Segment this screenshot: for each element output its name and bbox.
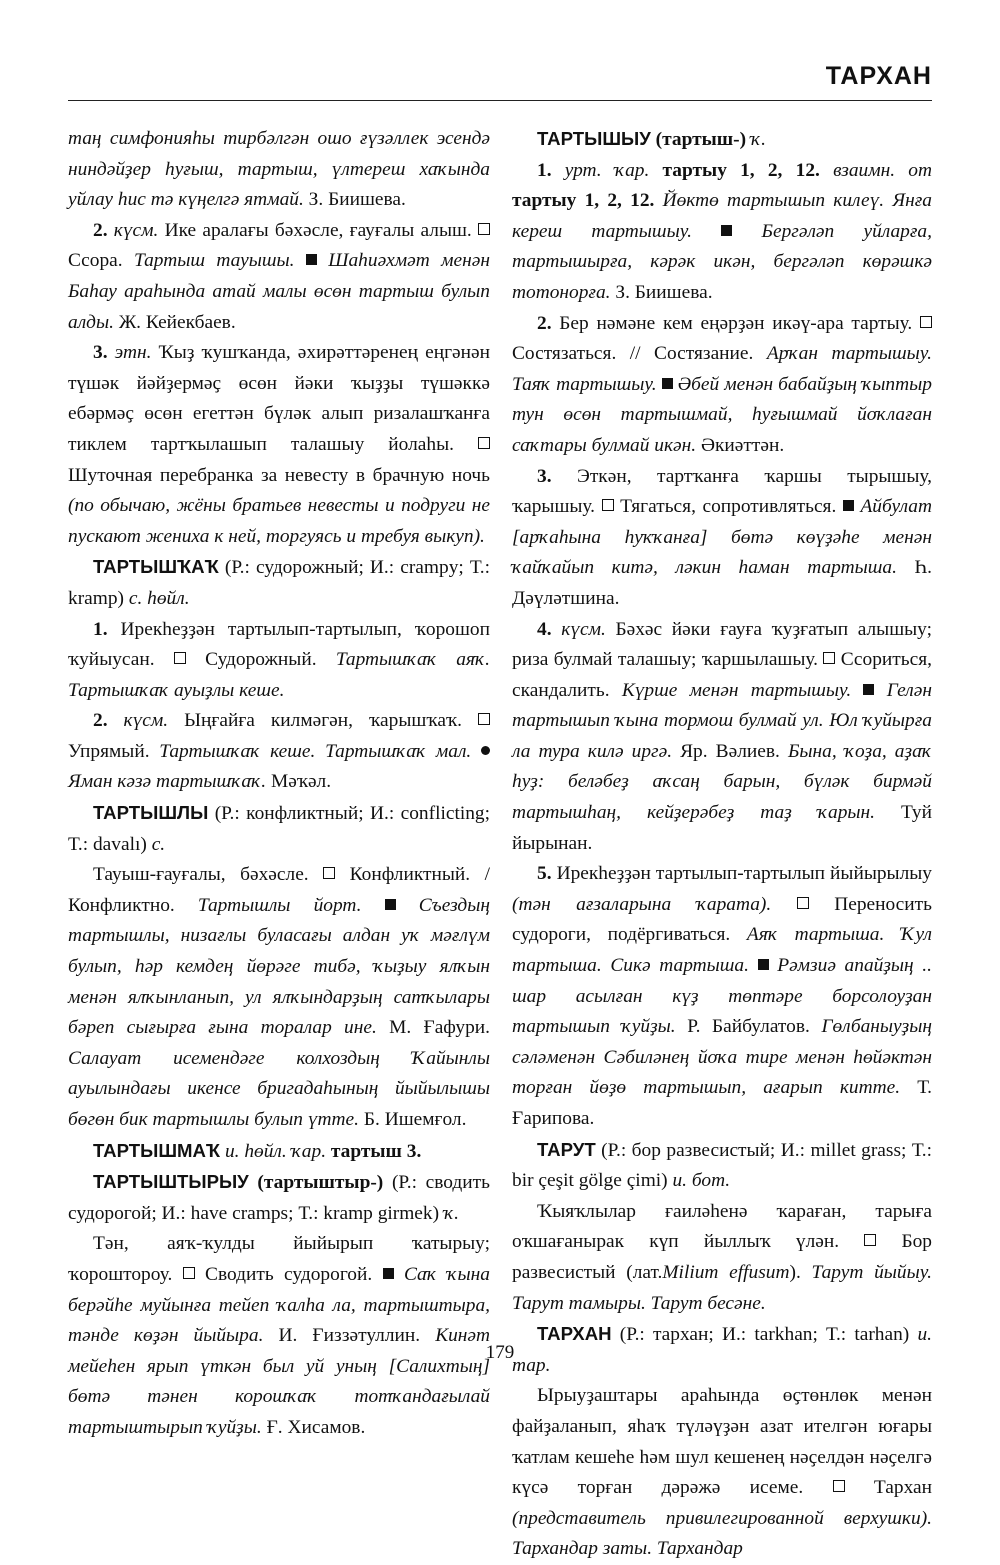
- proverb: Яман кәзә тартышҡаҡ.: [68, 771, 267, 793]
- usage-label: взаимн. от: [833, 159, 932, 181]
- definition: Ырыуҙаштары араһында өҫтөнлөк менән файҙаланып, яһаҡ түләүҙән азат ителгән юғары ҡатлам кешеһе һәм шул кешенең нәҫелдән нәҫелгә күсә торған дәрәжә исеме.: [512, 1385, 932, 1499]
- sense: [68, 615, 490, 707]
- entry: [68, 1167, 490, 1229]
- example: Бына, ҡоҙа, аҙаҡ һуҙ: беләбеҙ аҡсаң барын, бүләк бирмәй тартышһаң, кейҙерәбеҙ таҙ ҡарын.: [512, 740, 932, 824]
- definition: Ҡыяҡлылар ғаиләһенә ҡараған, тарыға оҡшағанырак күп йыллыҡ үлән.: [512, 1200, 932, 1253]
- usage-label: урт. ҡар.: [564, 159, 650, 181]
- part-of-speech: с. һөйл.: [128, 587, 190, 609]
- sense-number: 1.: [93, 618, 108, 640]
- sense: [68, 706, 490, 798]
- quote-marker-icon: [383, 1268, 394, 1279]
- example: Бергәләп уйларға, тартышырға, кәрәк икән, бергәләп көрәшкә тотонорға.: [512, 220, 932, 303]
- sense: [512, 309, 932, 462]
- russian-marker-icon: [920, 316, 932, 328]
- example: Тартышлы йорт.: [197, 894, 362, 916]
- example: Рәмзиә апайҙың .. шар асылған күҙ төптәре борсолоуҙан тартышып ҡуйҙы.: [512, 955, 932, 1038]
- entry: [68, 798, 490, 860]
- source: М. Ғафури.: [389, 1017, 490, 1039]
- russian-marker-icon: [602, 499, 614, 511]
- note: (по обычаю, жёны братьев невесты и подруги не пускают жениха к ней, торгуясь и требуя выкуп).: [68, 495, 490, 547]
- russian-marker-icon: [864, 1234, 876, 1246]
- definition: Эткән, тартҡанға ҡаршы тырышыу, ҡарышыу.: [512, 465, 932, 518]
- example: Тарут йыйыу. Тарут тамыры. Тарут бесәне.: [512, 1261, 932, 1314]
- source: З. Биишева.: [615, 281, 713, 303]
- russian-marker-icon: [833, 1480, 845, 1492]
- example: Гелән тартышып ҡына тормош булмай ул. Юл ҡуйырға ла тура килә иргә.: [512, 679, 932, 762]
- example: Әбей менән бабайҙың ҡыптыр тун өсөн тартышмай, һуғышмай йоҡлаған саҡтары булмай икән.: [512, 373, 932, 456]
- latin-label: (лат.: [626, 1261, 663, 1283]
- entry: [512, 1135, 932, 1197]
- russian-marker-icon: [478, 437, 490, 449]
- sense: [68, 1229, 490, 1443]
- example: Саҡ ҡына берәйһе муйынға тейеп ҡалһа ла, тартыштыра, тәнде көҙән йыйыра.: [68, 1263, 490, 1347]
- latin-close: ).: [789, 1261, 801, 1283]
- russian-equivalent: Шуточная перебранка за невесту в брачную ночь: [68, 464, 490, 486]
- entry: [68, 552, 490, 614]
- definition: Бер нәмәне кем еңәрҙән икәү-ара тартыу.: [559, 312, 913, 334]
- part-of-speech: и. бот.: [672, 1170, 731, 1192]
- example: Йөктө тартышып килеү. Янға кереш тартышыу.: [512, 190, 932, 242]
- quote-marker-icon: [385, 899, 396, 910]
- source: Мәҡәл.: [270, 771, 332, 793]
- note: (тән ағзаларына ҡарата).: [512, 893, 772, 915]
- part-of-speech: ҡ.: [750, 129, 766, 150]
- russian-equivalent: Ссориться, скандалить.: [512, 649, 932, 701]
- source: Туй йырынан.: [512, 802, 932, 854]
- usage-label: күсм.: [123, 710, 169, 732]
- sense: [512, 462, 932, 615]
- russian-equivalent: Ссора.: [68, 250, 123, 272]
- part-of-speech: с.: [151, 833, 166, 855]
- sense-number: 2.: [93, 710, 108, 732]
- russian-equivalent: Бор развесистый: [512, 1231, 932, 1283]
- definition: Ирекһеҙҙән тартылып-тартылып, ҡорошоп ҡуйыусан.: [68, 618, 490, 671]
- quote-marker-icon: [306, 254, 317, 265]
- stem: (тартыш-): [655, 129, 747, 150]
- russian-equivalent: Тархан: [873, 1477, 932, 1499]
- sense: [512, 859, 932, 1134]
- sense-number: 4.: [537, 618, 552, 640]
- quote-marker-icon: [843, 500, 854, 511]
- russian-marker-icon: [174, 652, 186, 664]
- source: Ж. Кейекбаев.: [118, 311, 236, 333]
- definition: Тауыш-ғауғалы, бәхәсле.: [93, 864, 309, 886]
- cross-reference: тартыш 3.: [330, 1140, 422, 1162]
- russian-marker-icon: [478, 713, 490, 725]
- translations: (Р.: сводить судорогой; И.: have cramps; Т.: kramp girmek): [68, 1172, 490, 1224]
- sense-number: 3.: [537, 465, 552, 487]
- example: Салауат исемендәге колхоздың Ҡайынлы ауылындағы икенсе бригадаһының йыйылышы бөгөн бик тартышлы булып үтте.: [68, 1047, 490, 1130]
- note: (представитель привилегированной верхушки).: [512, 1507, 932, 1529]
- part-of-speech: и. тар.: [512, 1324, 932, 1376]
- headword: ТАРТЫШҠАҠ: [93, 556, 219, 578]
- quote-marker-icon: [721, 225, 732, 236]
- russian-marker-icon: [823, 652, 835, 664]
- source: Р. Байбулатов.: [687, 1016, 810, 1038]
- russian-marker-icon: [323, 867, 335, 879]
- translations: (Р.: конфликтный; И.: conflicting; Т.: davalı): [68, 803, 490, 855]
- entry: [512, 124, 932, 156]
- example: Тархандар заты. Тархандар: [512, 1538, 743, 1560]
- headword: ТАРТЫШМАҠ: [93, 1139, 221, 1161]
- sense: [512, 1197, 932, 1319]
- russian-equivalent: Тягаться, сопротивляться.: [620, 496, 837, 518]
- entry: [68, 1136, 490, 1168]
- sense-number: 5.: [537, 863, 552, 885]
- example: Съездың тартышлы, низағлы буласағы алдан уҡ мәғлүм булып, һәр кемдең йөрәге тибә, ҡыҙыу ялҡын менән ялҡынланып, ул ялҡындарҙың сатҡылары бәреп сығырға ғына торалар ине.: [68, 894, 490, 1039]
- russian-equivalent: Судорожный.: [205, 649, 317, 671]
- source: Ғ. Хисамов.: [266, 1416, 366, 1438]
- definition: Тән, аяҡ-ҡулды йыйырып ҡатырыу; ҡороштороу.: [68, 1233, 490, 1285]
- source: З. Биишева.: [308, 189, 406, 211]
- sense-number: 2.: [93, 219, 108, 241]
- russian-marker-icon: [797, 897, 809, 909]
- quote-marker-icon: [662, 378, 673, 389]
- headword: ТАРХАН: [537, 1323, 612, 1345]
- quote-marker-icon: [758, 959, 769, 970]
- running-head: ТАРХАН: [825, 62, 932, 90]
- example: Кинәт мейеһен ярып үткән был уй уның [Салихтың] бөтә тәнен корошҡаҡ тотҡандағылай тартыштырып ҡуйҙы.: [68, 1325, 490, 1438]
- part-of-speech: ҡ.: [443, 1202, 460, 1224]
- russian-equivalent: Конфликтный. / Конфликтно.: [68, 864, 490, 916]
- source: И. Ғиззәтуллин.: [278, 1325, 421, 1347]
- russian-equivalent: Переносить судороги, подёргиваться.: [512, 893, 932, 946]
- sense: [512, 156, 932, 309]
- example: Тартышҡаҡ аяҡ. Тартышҡаҡ ауыҙлы кеше.: [68, 649, 490, 701]
- cross-reference: тартыу 1, 2, 12.: [512, 190, 655, 212]
- headword: ТАРТЫШЫУ: [537, 128, 651, 149]
- example: Гөлбаныуҙың сәләменән Сәбиләнең йоҡа тире менән һөйәктән торған йөҙө тартышып, ағарып китте.: [512, 1016, 932, 1099]
- source: Т. Ғарипова.: [512, 1077, 932, 1129]
- example: Тартыш тауышы.: [134, 250, 295, 272]
- usage-label: күсм.: [561, 618, 606, 640]
- part-of-speech: и. һөйл. ҡар.: [224, 1140, 327, 1162]
- example: Аяҡ тартыша. Ҡул тартыша. Сикә тартыша.: [512, 924, 932, 977]
- russian-equivalent: Упрямый.: [68, 740, 150, 762]
- russian-equivalent: Состязаться. // Состязание.: [512, 343, 754, 365]
- source: Б. Ишемғол.: [363, 1109, 467, 1130]
- example: Тартышҡаҡ кеше. Тартышҡаҡ мал.: [159, 740, 472, 762]
- example: Арҡан тартышыу. Таяҡ тартышыу.: [512, 343, 932, 395]
- headword: ТАРУТ: [537, 1138, 596, 1160]
- left-column: [68, 124, 490, 1444]
- source: Әкиәттән.: [701, 434, 785, 456]
- russian-marker-icon: [183, 1267, 195, 1279]
- definition: Ике аралағы бәхәсле, ғауғалы алыш.: [164, 219, 472, 241]
- sense: [512, 615, 932, 860]
- translations: (Р.: судорожный; И.: crampy; Т.: kramp): [68, 557, 490, 609]
- definition: Бәхәс йәки ғауға ҡуҙғатып алышыу; риза булмай талашыу; ҡаршылашыу.: [512, 618, 932, 671]
- russian-equivalent: Сводить судорогой.: [205, 1263, 373, 1285]
- definition: Ирекһеҙҙән тартылып-тартылып йыйырылыу: [556, 863, 932, 885]
- source: Һ. Дәүләтшина.: [512, 557, 932, 609]
- sense: [68, 338, 490, 552]
- proverb-marker-icon: [481, 746, 490, 755]
- quote-marker-icon: [863, 684, 874, 695]
- cross-reference: тартыу 1, 2, 12.: [662, 159, 820, 181]
- sense-number: 3.: [93, 342, 108, 364]
- translations: (Р.: бор развесистый; И.: millet grass; Т.: bir çeşit gölge çimi): [512, 1139, 932, 1192]
- russian-marker-icon: [478, 223, 490, 235]
- definition: Ҡыҙ ҡушҡанда, әхирәттәренең еңгәнән түшәк йәйҙермәҫ өсөн йәки ҡыҙҙы түшәккә ебәрмәҫ өсөн егеттән бүләк алып ризалашҡанға тиклем тартҡылашып талашыу йолаһы.: [68, 342, 490, 455]
- stem: (тартыштыр-): [257, 1172, 384, 1194]
- headword: ТАРТЫШТЫРЫУ: [93, 1171, 249, 1193]
- example: Айбулат [арҡаһына һуҡҡанға] бөтә көүҙәһе менән ҡайҡайып китә, ләкин һаман тартыша.: [512, 496, 932, 579]
- translations: (Р.: тархан; И.: tarkhan; Т.: tarhan): [619, 1324, 910, 1346]
- example: Шаһиәхмәт менән Баһау араһында атай малы өсөн тартыш булып алды.: [68, 250, 490, 333]
- usage-label: күсм.: [113, 219, 159, 241]
- example-text: таң симфонияһы тирбәлгән ошо ғүзәллек эсендә ниндәйҙер һуғыш, тартыш, үлтереш хаҡында уйлау һис тә күңелгә ятмай.: [68, 128, 490, 211]
- sense-number: 2.: [537, 312, 552, 334]
- usage-label: этн.: [114, 342, 152, 364]
- source: Яр. Вәлиев.: [680, 740, 780, 762]
- definition: Ыңғайға килмәгән, ҡарышҡаҡ.: [184, 710, 463, 732]
- example: Күрше менән тартышыу.: [621, 679, 852, 701]
- sense: [68, 216, 490, 338]
- sense-number: 1.: [537, 159, 552, 181]
- paragraph: [68, 124, 490, 216]
- sense: [512, 1381, 932, 1565]
- headword: ТАРТЫШЛЫ: [93, 802, 209, 824]
- sense: [68, 860, 490, 1135]
- latin-name: Milium effusum: [662, 1261, 790, 1283]
- page-number: 179: [485, 1342, 515, 1363]
- header-rule: [68, 100, 932, 101]
